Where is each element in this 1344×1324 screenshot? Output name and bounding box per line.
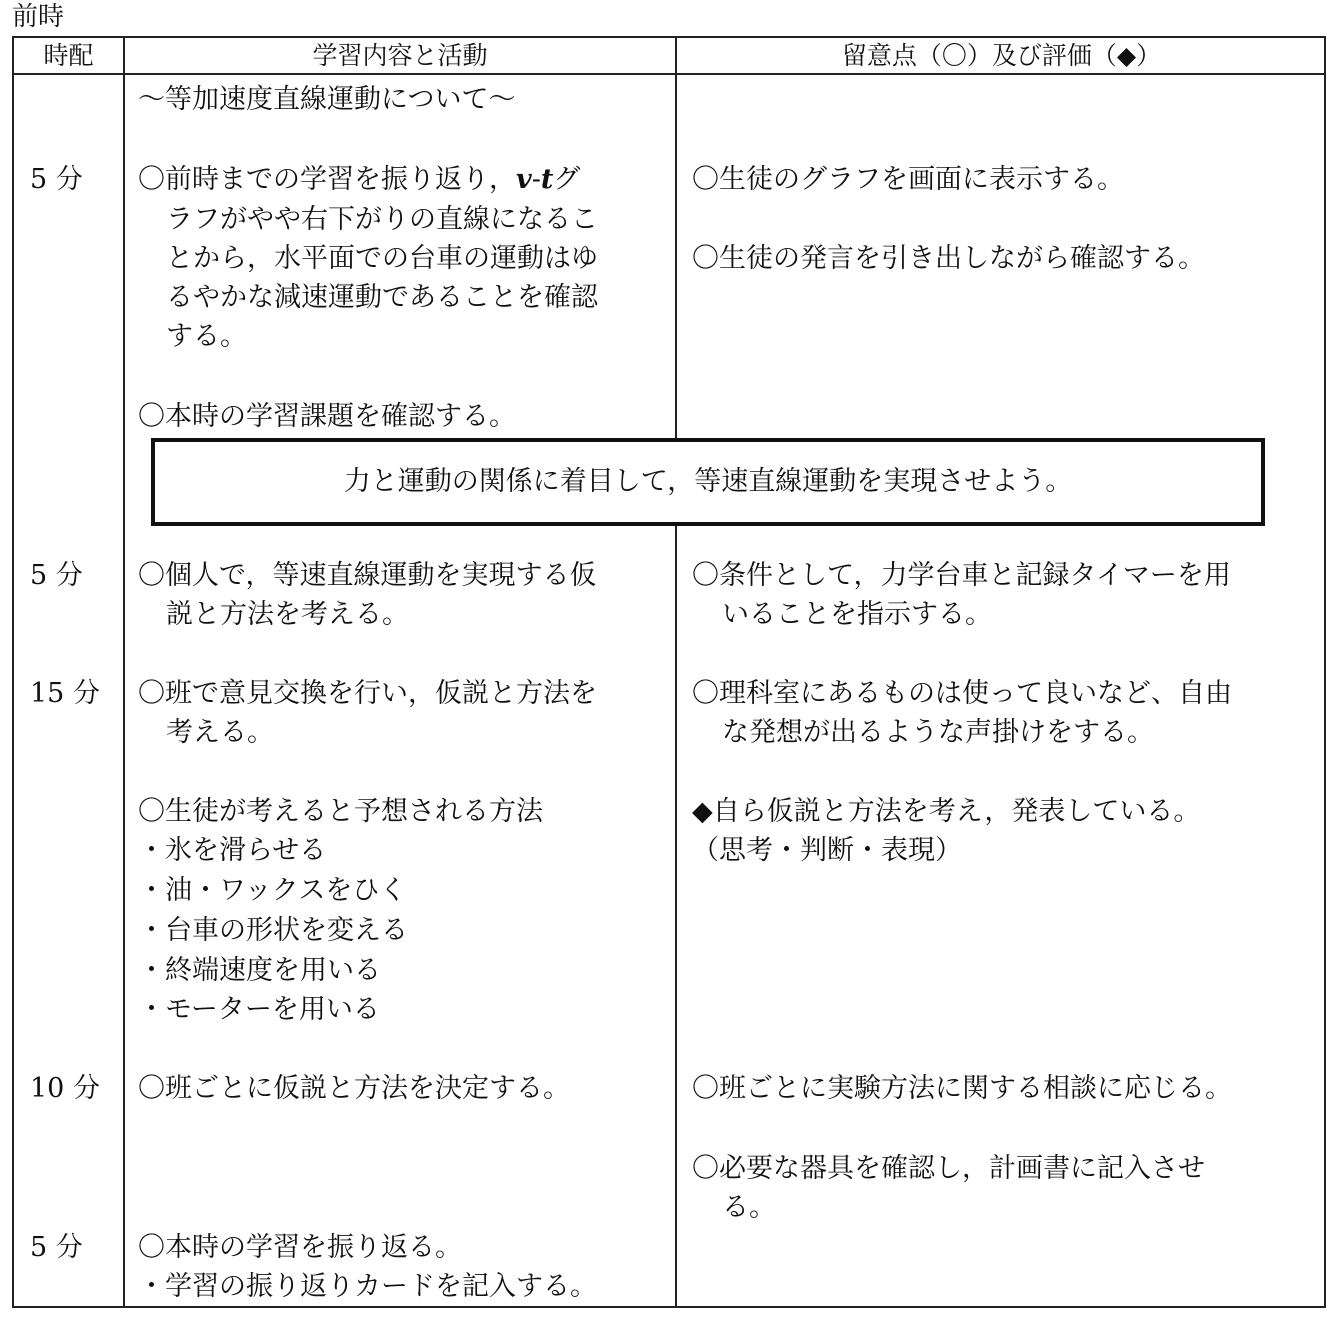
method-item: ・終端速度を用いる bbox=[138, 955, 381, 986]
note-4-1: 〇班ごとに実験方法に関する相談に応じる。 bbox=[692, 1073, 1232, 1104]
content-3-line-1: 〇班で意見交換を行い，仮説と方法を bbox=[138, 678, 597, 709]
evaluation-1: ◆自ら仮説と方法を考え，発表している。 bbox=[692, 796, 1201, 827]
lesson-plan-table bbox=[12, 36, 1326, 1308]
methods-title: 〇生徒が考えると予想される方法 bbox=[138, 796, 543, 827]
vt-t: t bbox=[540, 164, 554, 195]
page-label: 前時 bbox=[12, 2, 65, 32]
note-3-line-1: 〇理科室にあるものは使って良いなど、自由 bbox=[692, 678, 1232, 709]
content-1-task-check: 〇本時の学習課題を確認する。 bbox=[138, 401, 516, 432]
table-header bbox=[14, 38, 1324, 75]
content-2-line-2: 説と方法を考える。 bbox=[166, 599, 409, 630]
method-item: ・台車の形状を変える bbox=[138, 915, 408, 946]
content-1-line-5: する。 bbox=[166, 321, 247, 352]
note-4-2-line-2: る。 bbox=[722, 1192, 776, 1223]
vt-dash: ‐ bbox=[531, 164, 541, 195]
intro-title: ～等加速度直線運動について～ bbox=[138, 84, 516, 115]
time-block-4: 10 分 bbox=[30, 1073, 100, 1104]
content-1-line-1 bbox=[138, 160, 580, 200]
content-1-line-1-text: 〇前時までの学習を振り返り， bbox=[138, 164, 516, 195]
method-item: ・油・ワックスをひく bbox=[138, 875, 407, 906]
vt-suffix: グ bbox=[553, 164, 581, 195]
note-4-2-line-1: 〇必要な器具を確認し，計画書に記入させ bbox=[692, 1153, 1205, 1184]
header-notes: 留意点（〇）及び評価（◆） bbox=[841, 41, 1162, 70]
content-5-line-1: 〇本時の学習を振り返る。 bbox=[138, 1232, 462, 1263]
note-1-1: 〇生徒のグラフを画面に表示する。 bbox=[692, 164, 1124, 195]
time-block-5: 5 分 bbox=[30, 1232, 83, 1263]
column-divider-1 bbox=[123, 38, 125, 1306]
note-2-line-1: 〇条件として，力学台車と記録タイマーを用 bbox=[692, 560, 1231, 591]
time-block-1: 5 分 bbox=[30, 164, 83, 195]
method-item: ・氷を滑らせる bbox=[138, 835, 327, 866]
note-2-line-2: いることを指示する。 bbox=[722, 599, 992, 630]
content-5-line-2: ・学習の振り返りカードを記入する。 bbox=[138, 1271, 597, 1302]
content-1-line-4: るやかな減速運動であることを確認 bbox=[166, 282, 598, 313]
note-1-2: 〇生徒の発言を引き出しながら確認する。 bbox=[692, 243, 1205, 274]
content-3-line-2: 考える。 bbox=[166, 717, 274, 748]
content-2-line-1: 〇個人で，等速直線運動を実現する仮 bbox=[138, 560, 597, 591]
vt-v: v bbox=[516, 164, 532, 195]
content-1-line-3: とから，水平面での台車の運動はゆ bbox=[166, 243, 598, 274]
header-time: 時配 bbox=[43, 41, 94, 70]
note-3-line-2: な発想が出るような声掛けをする。 bbox=[722, 717, 1154, 748]
time-block-3: 15 分 bbox=[30, 678, 100, 709]
content-1-line-2: ラフがやや右下がりの直線になるこ bbox=[166, 204, 598, 235]
content-4: 〇班ごとに仮説と方法を決定する。 bbox=[138, 1073, 570, 1104]
method-item: ・モーターを用いる bbox=[138, 994, 380, 1025]
header-content: 学習内容と活動 bbox=[312, 41, 488, 70]
time-block-2: 5 分 bbox=[30, 560, 83, 591]
column-divider-2 bbox=[675, 38, 677, 1306]
evaluation-1-category: （思考・判断・表現） bbox=[692, 835, 962, 866]
learning-task-box: 力と運動の関係に着目して，等速直線運動を実現させよう。 bbox=[151, 438, 1265, 526]
